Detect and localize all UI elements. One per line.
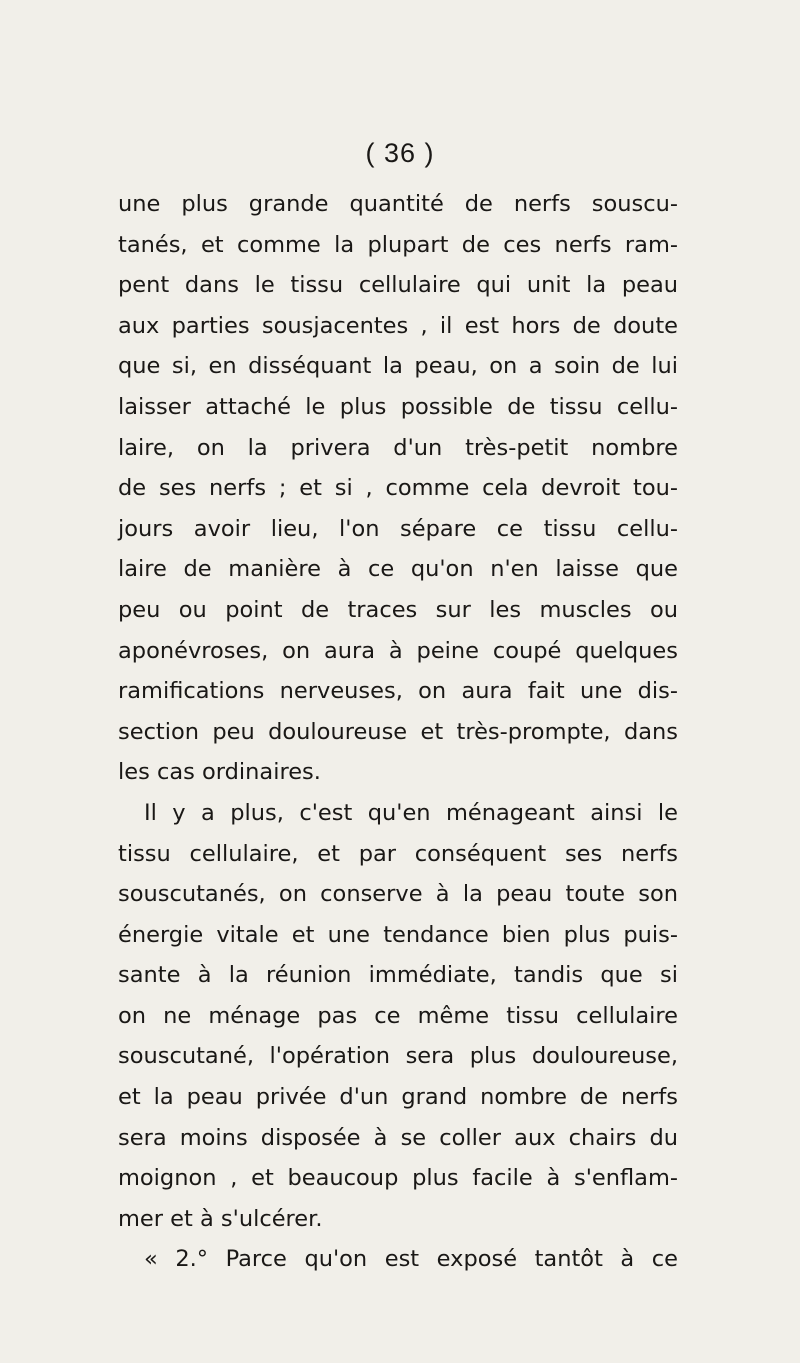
text-line: sera moins disposée à se coller aux chairs du <box>118 1124 678 1151</box>
text-line: section peu douloureuse et très-prompte, dans <box>118 718 678 745</box>
text-line: laisser attaché le plus possible de tissu cellu- <box>118 393 678 420</box>
paragraph-end-line: les cas ordinaires. <box>118 759 321 786</box>
text-line: tanés, et comme la plupart de ces nerfs ram- <box>118 231 678 258</box>
text-line: jours avoir lieu, l'on sépare ce tissu cellu- <box>118 515 678 542</box>
text-line: énergie vitale et une tendance bien plus puis- <box>118 921 678 948</box>
text-line: tissu cellulaire, et par conséquent ses nerfs <box>118 840 678 867</box>
text-line: peu ou point de traces sur les muscles ou <box>118 596 678 623</box>
text-line: et la peau privée d'un grand nombre de nerfs <box>118 1084 678 1111</box>
paragraph-start-line: « 2.° Parce qu'on est exposé tantôt à ce <box>144 1246 678 1273</box>
text-line: moignon , et beaucoup plus facile à s'enflam- <box>118 1165 678 1192</box>
text-line: on ne ménage pas ce même tissu cellulaire <box>118 1002 678 1029</box>
text-line: laire de manière à ce qu'on n'en laisse que <box>118 556 678 583</box>
text-line: une plus grande quantité de nerfs souscu- <box>118 191 678 217</box>
text-line: laire, on la privera d'un très-petit nombre <box>118 434 678 461</box>
text-line: sante à la réunion immédiate, tandis que si <box>118 962 678 989</box>
text-line: aux parties sousjacentes , il est hors de doute <box>118 312 678 339</box>
text-line: pent dans le tissu cellulaire qui unit la peau <box>118 272 678 299</box>
text-line: que si, en disséquant la peau, on a soin de lui <box>118 353 678 380</box>
body-text <box>118 184 678 1280</box>
paragraph-start-line: Il y a plus, c'est qu'en ménageant ainsi le <box>144 799 678 826</box>
text-line: ramifications nerveuses, on aura fait une dis- <box>118 678 678 705</box>
page-number: ( 36 ) <box>365 138 435 168</box>
text-line: souscutanés, on conserve à la peau toute son <box>118 881 678 908</box>
text-line: de ses nerfs ; et si , comme cela devroit tou- <box>118 475 678 502</box>
paragraph-end-line: mer et à s'ulcérer. <box>118 1205 323 1232</box>
text-line: souscutané, l'opération sera plus douloureuse, <box>118 1043 678 1070</box>
text-line: aponévroses, on aura à peine coupé quelques <box>118 637 678 664</box>
